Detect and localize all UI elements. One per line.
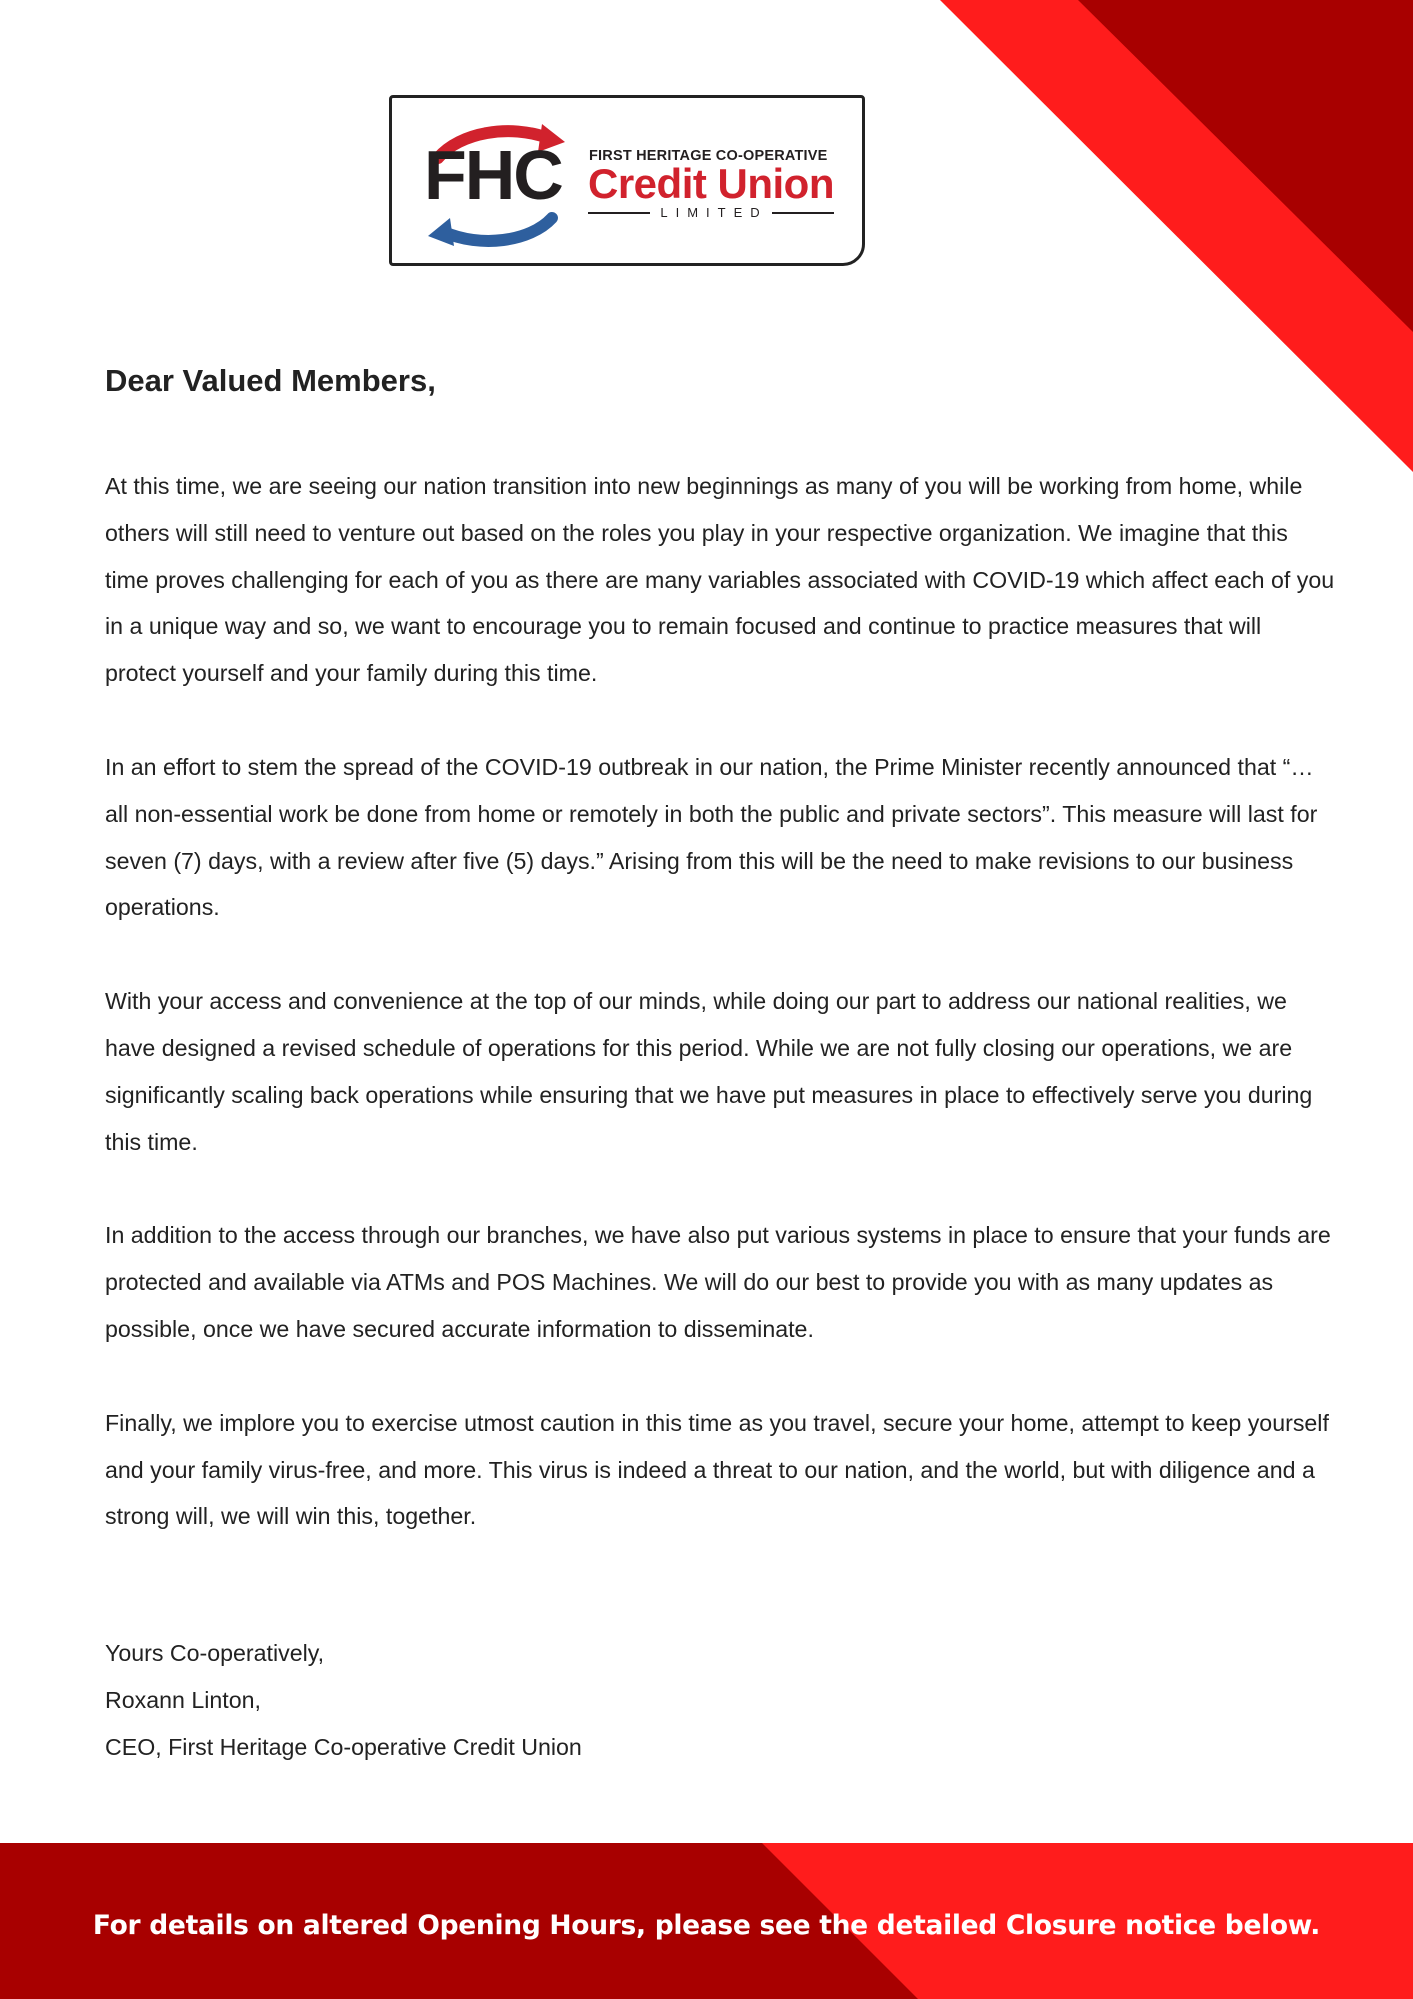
signatory-name: Roxann Linton,: [105, 1687, 261, 1713]
paragraph-2: In an effort to stem the spread of the COVID-19 outbreak in our nation, the Prime Minister recently announced that “…all non-essential work be done from home or remotely in both the public and private sectors”. This measure will last for seven (7) days, with a review after five (5) days.” Arising from this will be the need to make revisions to our business operations.: [105, 753, 1318, 921]
logo-fhc-text: FHC: [424, 136, 562, 214]
letter-greeting: Dear Valued Members,: [105, 363, 436, 398]
paragraph-1: At this time, we are seeing our nation transition into new beginnings as many of you will be working from home, while others will still need to venture out based on the roles you play in your respective organization. We imagine that this time proves challenging for each of you as there are many variables associated with COVID-19 which affect each of you in a unique way and so, we want to encourage you to remain focused and continue to practice measures that will protect yourself and your family during this time.: [105, 473, 1335, 687]
footer-banner: [0, 1843, 1413, 1999]
logo-rule-left: [588, 212, 650, 214]
logo-org-line: FIRST HERITAGE CO-OPERATIVE: [589, 148, 828, 164]
fhc-logo: [389, 95, 865, 266]
paragraph-5: Finally, we implore you to exercise utmost caution in this time as you travel, secure your home, attempt to keep yourself and your family virus-free, and more. This virus is indeed a threat to our nation, and the world, but with diligence and a strong will, we will win this, together.: [105, 1409, 1329, 1530]
signatory-title: CEO, First Heritage Co-operative Credit Union: [105, 1734, 582, 1760]
paragraph-3: With your access and convenience at the top of our minds, while doing our part to address our national realities, we have designed a revised schedule of operations for this period. While we are not fully closing our operations, we are significantly scaling back operations while ensuring that we have put measures in place to effectively serve you during this time.: [105, 988, 1313, 1155]
paragraph-4: In addition to the access through our branches, we have also put various systems in place to ensure that your funds are protected and available via ATMs and POS Machines. We will do our best to provide you with as many updates as possible, once we have secured accurate information to disseminate.: [105, 1222, 1331, 1342]
letter-body: [105, 463, 1335, 1587]
logo-suffix-row: [588, 205, 834, 220]
logo-rule-right: [772, 212, 834, 214]
logo-name: Credit Union: [588, 160, 834, 207]
letter-signoff: [105, 1630, 582, 1771]
footer-notice: For details on altered Opening Hours, please see the detailed Closure notice below.: [92, 1909, 1321, 1941]
logo-suffix: LIMITED: [660, 205, 768, 220]
closing-line: Yours Co-operatively,: [105, 1640, 325, 1666]
